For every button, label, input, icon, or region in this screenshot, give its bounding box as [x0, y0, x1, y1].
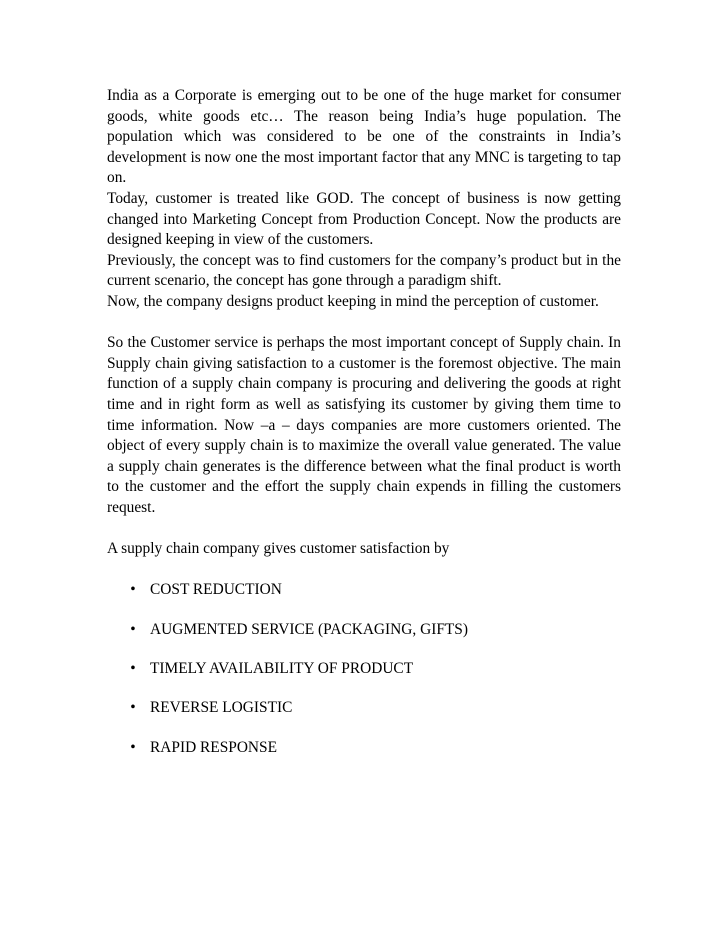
paragraph-satisfaction-intro: A supply chain company gives customer satisfaction by: [107, 540, 450, 558]
paragraph-customer-god: Today, customer is treated like GOD. The concept of business is now getting changed into Marketing Concept from Production Concept. Now the products are designed keeping in view of the customers.: [107, 189, 621, 249]
list-item: [107, 580, 621, 601]
list-item: [107, 698, 621, 719]
paragraph-customer-service: So the Customer service is perhaps the most important concept of Supply chain. In Supply chain giving satisfaction to a customer is the foremost objective. The main function of a supply chain company is procuring and delivering the goods at right time and in right form as well as satisfying its customer by giving them time to time information. Now –a – days companies are more customers oriented. The object of every supply chain is to maximize the overall value generated. The value a supply chain generates is the difference between what the final product is worth to the customer and the effort the supply chain expends in filling the customers request.: [107, 334, 621, 516]
paragraph-now-company: Now, the company designs product keeping in mind the perception of customer.: [107, 292, 599, 310]
paragraph-spacer: [107, 313, 621, 334]
list-item-text: COST REDUCTION: [150, 581, 282, 599]
bullet-icon: •: [130, 660, 136, 678]
bullet-icon: •: [130, 620, 136, 638]
paragraph-previously: Previously, the concept was to find customers for the company’s product but in the current scenario, the concept has gone through a paradigm shift.: [107, 251, 621, 290]
paragraph-india-market: India as a Corporate is emerging out to be one of the huge market for consumer goods, white goods etc… The reason being India’s huge population. The population which was considered to be one of the constraints in India’s development is now one the most important factor that any MNC is targeting to tap on.: [107, 87, 621, 187]
bullet-icon: •: [130, 699, 136, 717]
list-item-text: AUGMENTED SERVICE (PACKAGING, GIFTS): [150, 620, 468, 638]
list-item-text: TIMELY AVAILABILITY OF PRODUCT: [150, 660, 414, 678]
list-item-text: RAPID RESPONSE: [150, 738, 278, 756]
satisfaction-bullet-list: [107, 580, 621, 758]
document-page: [107, 86, 621, 777]
paragraph-spacer: [107, 560, 621, 581]
bullet-icon: •: [130, 738, 136, 756]
list-item: [107, 659, 621, 680]
paragraph-spacer: [107, 518, 621, 539]
list-item-text: REVERSE LOGISTIC: [150, 699, 293, 717]
list-item: [107, 738, 621, 759]
bullet-icon: •: [130, 581, 136, 599]
list-item: [107, 620, 621, 641]
